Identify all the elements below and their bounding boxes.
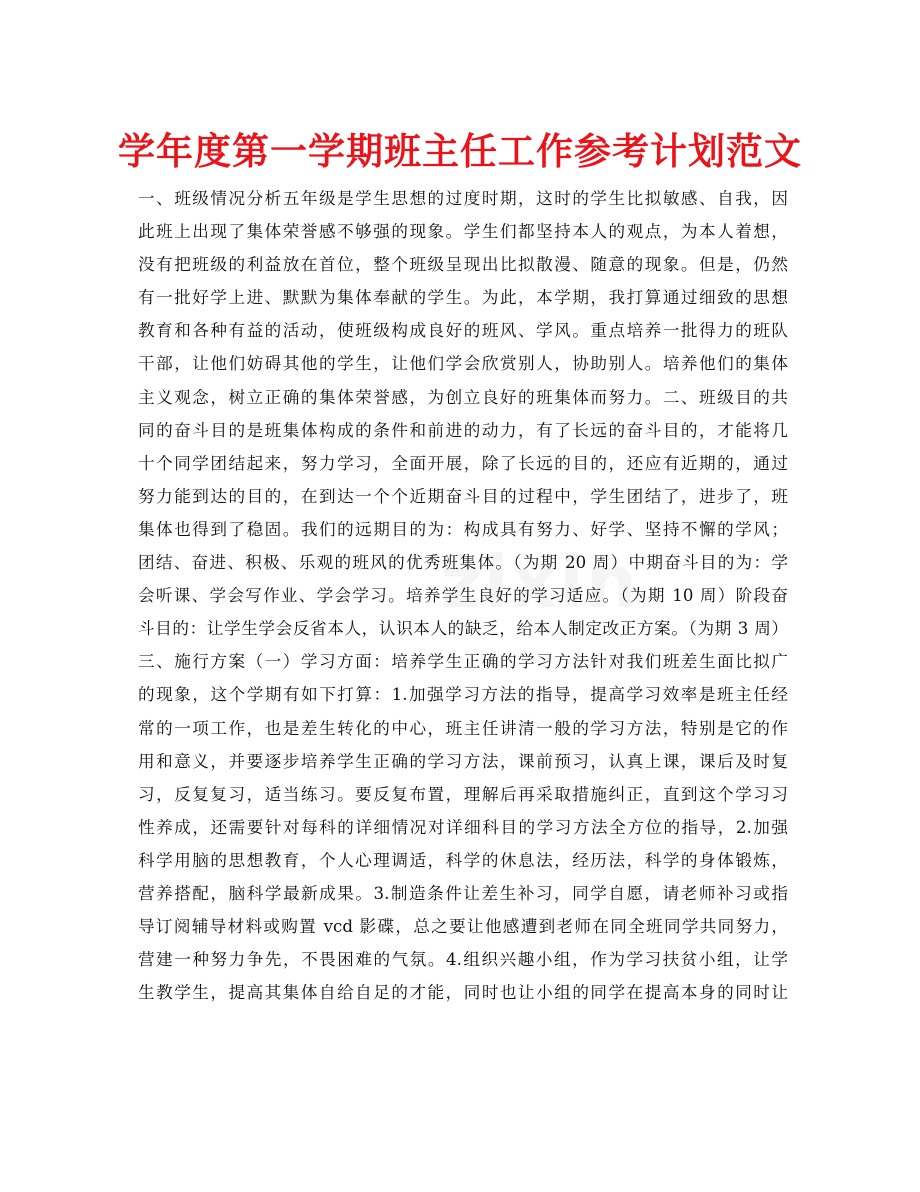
paragraph-line: 同的奋斗目的是班集体构成的条件和前进的动力，有了长远的奋斗目的，才能将几: [138, 420, 788, 440]
document-body: [138, 182, 788, 1009]
paragraph-line: 有一批好学上进、默默为集体奉献的学生。为此，本学期，我打算通过细致的思想: [138, 288, 788, 308]
paragraph-line: 集体也得到了稳固。我们的远期目的为：构成具有努力、好学、坚持不懈的学风；: [138, 519, 788, 539]
paragraph-line: 没有把班级的利益放在首位，整个班级呈现出比拟散漫、随意的现象。但是，仍然: [138, 255, 788, 275]
document-title: 学年度第一学期班主任工作参考计划范文: [118, 130, 802, 173]
paragraph-line: 生教学生，提高其集体自给自足的才能，同时也让小组的同学在提高本身的同时让: [138, 983, 788, 1003]
paragraph-line: 一、班级情况分析五年级是学生思想的过度时期，这时的学生比拟敏感、自我，因: [138, 189, 788, 208]
paragraph-line: 主义观念，树立正确的集体荣誉感，为创立良好的班集体而努力。二、班级目的共: [138, 387, 788, 407]
paragraph-line: 的现象，这个学期有如下打算：1.加强学习方法的指导，提高学习效率是班主任经: [138, 685, 788, 705]
paragraph-line: 此班上出现了集体荣誉感不够强的现象。学生们都坚持本人的观点，为本人着想，: [138, 222, 788, 242]
paragraph-line: 营建一种努力争先，不畏困难的气氛。4.组织兴趣小组，作为学习扶贫小组，让学: [138, 950, 788, 970]
paragraph-line: 常的一项工作，也是差生转化的中心，班主任讲清一般的学习方法，特别是它的作: [138, 718, 788, 738]
paragraph-line: 十个同学团结起来，努力学习，全面开展，除了长远的目的，还应有近期的，通过: [138, 453, 788, 473]
paragraph-line: 教育和各种有益的活动，使班级构成良好的班风、学风。重点培养一批得力的班队: [138, 321, 788, 341]
paragraph-line: 团结、奋进、积极、乐观的班风的优秀班集体。（为期 20 周）中期奋斗目的为：学: [138, 553, 788, 573]
paragraph-line: 习，反复复习，适当练习。要反复布置，理解后再采取措施纠正，直到这个学习习: [138, 784, 788, 804]
paragraph-line: 用和意义，并要逐步培养学生正确的学习方法，课前预习，认真上课，课后及时复: [138, 751, 788, 771]
paragraph-line: 三、施行方案（一）学习方面：培养学生正确的学习方法针对我们班差生面比拟广: [138, 652, 788, 672]
paragraph-line: 斗目的：让学生学会反省本人，认识本人的缺乏，给本人制定改正方案。（为期 3 周）: [138, 619, 788, 639]
paragraph-line: 性养成，还需要针对每科的详细情况对详细科目的学习方法全方位的指导，2.加强: [138, 817, 788, 837]
paragraph-line: 营养搭配，脑科学最新成果。3.制造条件让差生补习，同学自愿，请老师补习或指: [138, 883, 788, 903]
paragraph-line: 干部，让他们妨碍其他的学生，让他们学会欣赏别人，协助别人。培养他们的集体: [138, 354, 788, 374]
paragraph-line: 科学用脑的思想教育，个人心理调适，科学的休息法，经历法，科学的身体锻炼，: [138, 850, 788, 870]
paragraph-line: 努力能到达的目的，在到达一个个近期奋斗目的过程中，学生团结了，进步了，班: [138, 486, 788, 506]
paragraph-line: 会听课、学会写作业、学会学习。培养学生良好的学习适应。（为期 10 周）阶段奋: [138, 586, 788, 606]
paragraph-line: 导订阅辅导材料或购置 vcd 影碟，总之要让他感遭到老师在同全班同学共同努力，: [138, 917, 788, 937]
